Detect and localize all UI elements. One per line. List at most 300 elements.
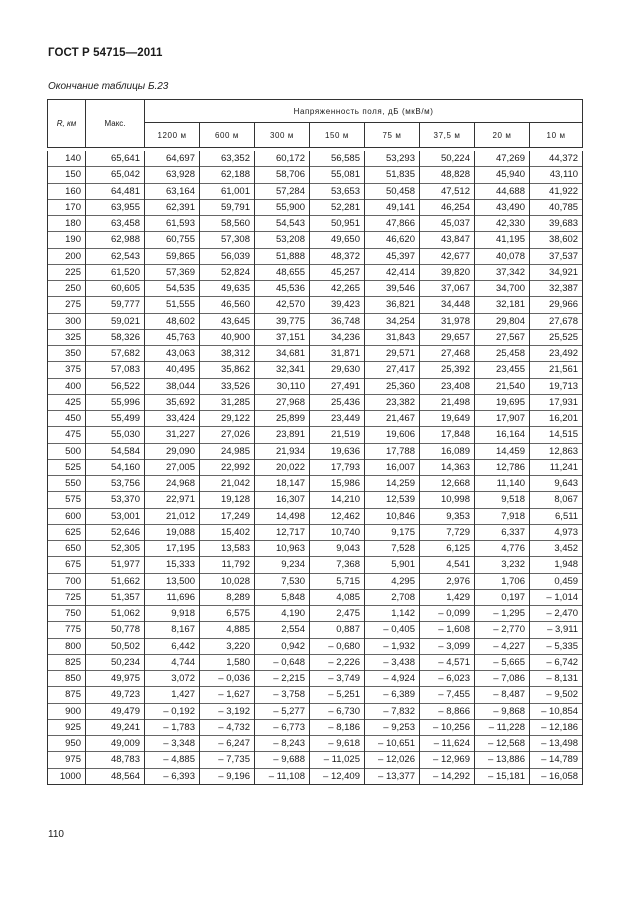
distance-cell: 700 xyxy=(48,573,86,589)
value-cell: 4,973 xyxy=(530,524,583,540)
value-cell: 51,062 xyxy=(86,606,145,622)
table-row xyxy=(48,362,583,378)
value-cell: 55,081 xyxy=(310,167,365,183)
distance-cell: 250 xyxy=(48,281,86,297)
sub-header: 75 м xyxy=(365,123,420,148)
value-cell: 45,763 xyxy=(145,329,200,345)
value-cell: – 4,571 xyxy=(420,654,475,670)
distance-cell: 425 xyxy=(48,394,86,410)
value-cell: 52,281 xyxy=(310,199,365,215)
value-cell: – 11,624 xyxy=(420,736,475,752)
value-cell: 29,657 xyxy=(420,329,475,345)
value-cell: 49,975 xyxy=(86,671,145,687)
table-row xyxy=(48,151,583,167)
value-cell: 21,498 xyxy=(420,394,475,410)
value-cell: 44,688 xyxy=(475,183,530,199)
value-cell: – 3,749 xyxy=(310,671,365,687)
value-cell: 60,605 xyxy=(86,281,145,297)
value-cell: 42,414 xyxy=(365,264,420,280)
value-cell: 27,468 xyxy=(420,346,475,362)
value-cell: – 9,253 xyxy=(365,719,420,735)
table-row xyxy=(48,264,583,280)
value-cell: 29,966 xyxy=(530,297,583,313)
value-cell: 48,828 xyxy=(420,167,475,183)
value-cell: 62,543 xyxy=(86,248,145,264)
value-cell: 46,254 xyxy=(420,199,475,215)
value-cell: – 6,773 xyxy=(255,719,310,735)
value-cell: 23,449 xyxy=(310,411,365,427)
value-cell: – 5,665 xyxy=(475,654,530,670)
value-cell: 14,210 xyxy=(310,492,365,508)
value-cell: 9,234 xyxy=(255,557,310,573)
value-cell: 31,227 xyxy=(145,427,200,443)
value-cell: 3,072 xyxy=(145,671,200,687)
value-cell: 54,543 xyxy=(255,216,310,232)
table-row xyxy=(48,427,583,443)
value-cell: 34,236 xyxy=(310,329,365,345)
page-number: 110 xyxy=(48,829,64,840)
value-cell: 57,308 xyxy=(200,232,255,248)
value-cell: 9,353 xyxy=(420,508,475,524)
table-row xyxy=(48,606,583,622)
value-cell: 15,333 xyxy=(145,557,200,573)
value-cell: 25,392 xyxy=(420,362,475,378)
value-cell: 17,907 xyxy=(475,411,530,427)
value-cell: 59,791 xyxy=(200,199,255,215)
distance-cell: 180 xyxy=(48,216,86,232)
value-cell: – 8,243 xyxy=(255,736,310,752)
value-cell: 16,007 xyxy=(365,459,420,475)
value-cell: 49,009 xyxy=(86,736,145,752)
value-cell: – 0,680 xyxy=(310,638,365,654)
value-cell: 49,479 xyxy=(86,703,145,719)
value-cell: 49,241 xyxy=(86,719,145,735)
sub-header: 10 м xyxy=(530,123,583,148)
value-cell: – 8,866 xyxy=(420,703,475,719)
value-cell: 40,900 xyxy=(200,329,255,345)
value-cell: 34,254 xyxy=(365,313,420,329)
value-cell: 61,520 xyxy=(86,264,145,280)
value-cell: – 0,405 xyxy=(365,622,420,638)
value-cell: 60,755 xyxy=(145,232,200,248)
value-cell: 10,846 xyxy=(365,508,420,524)
value-cell: 1,706 xyxy=(475,573,530,589)
sub-header: 37,5 м xyxy=(420,123,475,148)
value-cell: 63,928 xyxy=(145,167,200,183)
value-cell: – 5,335 xyxy=(530,638,583,654)
distance-cell: 550 xyxy=(48,476,86,492)
value-cell: 57,284 xyxy=(255,183,310,199)
value-cell: 17,848 xyxy=(420,427,475,443)
value-cell: 9,175 xyxy=(365,524,420,540)
value-cell: 6,442 xyxy=(145,638,200,654)
value-cell: 31,978 xyxy=(420,313,475,329)
value-cell: 6,125 xyxy=(420,541,475,557)
value-cell: 14,459 xyxy=(475,443,530,459)
value-cell: 11,696 xyxy=(145,589,200,605)
value-cell: 40,078 xyxy=(475,248,530,264)
value-cell: 42,330 xyxy=(475,216,530,232)
value-cell: 6,575 xyxy=(200,606,255,622)
value-cell: 31,871 xyxy=(310,346,365,362)
value-cell: 12,668 xyxy=(420,476,475,492)
value-cell: – 0,192 xyxy=(145,703,200,719)
value-cell: 27,567 xyxy=(475,329,530,345)
value-cell: 17,788 xyxy=(365,443,420,459)
value-cell: 35,692 xyxy=(145,394,200,410)
table-row xyxy=(48,346,583,362)
value-cell: 23,455 xyxy=(475,362,530,378)
value-cell: 3,220 xyxy=(200,638,255,654)
value-cell: 41,922 xyxy=(530,183,583,199)
value-cell: – 5,277 xyxy=(255,703,310,719)
distance-cell: 190 xyxy=(48,232,86,248)
value-cell: 53,756 xyxy=(86,476,145,492)
value-cell: 42,570 xyxy=(255,297,310,313)
value-cell: 65,042 xyxy=(86,167,145,183)
value-cell: 1,427 xyxy=(145,687,200,703)
table-row xyxy=(48,671,583,687)
value-cell: 53,208 xyxy=(255,232,310,248)
value-cell: – 14,292 xyxy=(420,768,475,784)
distance-cell: 600 xyxy=(48,508,86,524)
value-cell: – 2,226 xyxy=(310,654,365,670)
sub-header: 300 м xyxy=(255,123,310,148)
value-cell: 61,001 xyxy=(200,183,255,199)
value-cell: 15,402 xyxy=(200,524,255,540)
value-cell: 32,181 xyxy=(475,297,530,313)
value-cell: 5,848 xyxy=(255,589,310,605)
value-cell: 31,843 xyxy=(365,329,420,345)
value-cell: 27,678 xyxy=(530,313,583,329)
value-cell: 36,821 xyxy=(365,297,420,313)
value-cell: 51,835 xyxy=(365,167,420,183)
value-cell: – 0,099 xyxy=(420,606,475,622)
value-cell: 14,515 xyxy=(530,427,583,443)
value-cell: 14,498 xyxy=(255,508,310,524)
table-row xyxy=(48,281,583,297)
value-cell: 49,723 xyxy=(86,687,145,703)
value-cell: 20,022 xyxy=(255,459,310,475)
value-cell: – 0,036 xyxy=(200,671,255,687)
value-cell: 58,326 xyxy=(86,329,145,345)
value-cell: – 10,854 xyxy=(530,703,583,719)
value-cell: – 2,470 xyxy=(530,606,583,622)
value-cell: 45,536 xyxy=(255,281,310,297)
value-cell: 21,012 xyxy=(145,508,200,524)
value-cell: 10,963 xyxy=(255,541,310,557)
value-cell: 23,408 xyxy=(420,378,475,394)
distance-cell: 900 xyxy=(48,703,86,719)
distance-cell: 675 xyxy=(48,557,86,573)
value-cell: 24,968 xyxy=(145,476,200,492)
value-cell: 14,259 xyxy=(365,476,420,492)
value-cell: – 16,058 xyxy=(530,768,583,784)
value-cell: 12,863 xyxy=(530,443,583,459)
value-cell: 36,748 xyxy=(310,313,365,329)
value-cell: 11,241 xyxy=(530,459,583,475)
value-cell: – 8,487 xyxy=(475,687,530,703)
value-cell: 40,495 xyxy=(145,362,200,378)
value-cell: 1,580 xyxy=(200,654,255,670)
value-cell: 43,110 xyxy=(530,167,583,183)
value-cell: – 7,735 xyxy=(200,752,255,768)
value-cell: – 4,924 xyxy=(365,671,420,687)
value-cell: 3,452 xyxy=(530,541,583,557)
distance-cell: 140 xyxy=(48,151,86,167)
value-cell: 9,643 xyxy=(530,476,583,492)
value-cell: 31,285 xyxy=(200,394,255,410)
header-max: Макс. xyxy=(86,100,145,148)
value-cell: 64,481 xyxy=(86,183,145,199)
value-cell: 21,042 xyxy=(200,476,255,492)
value-cell: 63,458 xyxy=(86,216,145,232)
value-cell: 0,942 xyxy=(255,638,310,654)
value-cell: 57,083 xyxy=(86,362,145,378)
value-cell: 4,190 xyxy=(255,606,310,622)
value-cell: 29,122 xyxy=(200,411,255,427)
value-cell: – 6,247 xyxy=(200,736,255,752)
value-cell: – 1,295 xyxy=(475,606,530,622)
value-cell: 1,948 xyxy=(530,557,583,573)
value-cell: 51,888 xyxy=(255,248,310,264)
value-cell: 43,847 xyxy=(420,232,475,248)
value-cell: 27,968 xyxy=(255,394,310,410)
distance-cell: 650 xyxy=(48,541,86,557)
table-row xyxy=(48,183,583,199)
table-row xyxy=(48,654,583,670)
value-cell: – 1,932 xyxy=(365,638,420,654)
value-cell: – 3,192 xyxy=(200,703,255,719)
value-cell: 52,646 xyxy=(86,524,145,540)
value-cell: 40,785 xyxy=(530,199,583,215)
value-cell: 62,988 xyxy=(86,232,145,248)
sub-header: 20 м xyxy=(475,123,530,148)
value-cell: – 9,502 xyxy=(530,687,583,703)
value-cell: 48,602 xyxy=(145,313,200,329)
value-cell: 63,352 xyxy=(200,151,255,167)
table-row xyxy=(48,378,583,394)
value-cell: 56,585 xyxy=(310,151,365,167)
value-cell: 10,998 xyxy=(420,492,475,508)
value-cell: 55,900 xyxy=(255,199,310,215)
value-cell: – 12,969 xyxy=(420,752,475,768)
value-cell: 38,044 xyxy=(145,378,200,394)
value-cell: 54,535 xyxy=(145,281,200,297)
distance-cell: 200 xyxy=(48,248,86,264)
value-cell: – 10,256 xyxy=(420,719,475,735)
value-cell: – 12,568 xyxy=(475,736,530,752)
value-cell: – 4,227 xyxy=(475,638,530,654)
value-cell: 1,429 xyxy=(420,589,475,605)
value-cell: 0,887 xyxy=(310,622,365,638)
value-cell: 4,085 xyxy=(310,589,365,605)
table-header xyxy=(48,100,583,152)
distance-cell: 525 xyxy=(48,459,86,475)
distance-cell: 875 xyxy=(48,687,86,703)
value-cell: 39,775 xyxy=(255,313,310,329)
table-row xyxy=(48,459,583,475)
header-r-km: R, км xyxy=(48,100,86,148)
value-cell: 58,706 xyxy=(255,167,310,183)
value-cell: 4,295 xyxy=(365,573,420,589)
table-row xyxy=(48,476,583,492)
table-row xyxy=(48,492,583,508)
value-cell: 44,372 xyxy=(530,151,583,167)
value-cell: 59,777 xyxy=(86,297,145,313)
value-cell: – 14,789 xyxy=(530,752,583,768)
value-cell: 55,996 xyxy=(86,394,145,410)
table-row xyxy=(48,557,583,573)
value-cell: 51,357 xyxy=(86,589,145,605)
table-row xyxy=(48,232,583,248)
table-caption: Окончание таблицы Б.23 xyxy=(48,81,169,92)
value-cell: 46,560 xyxy=(200,297,255,313)
value-cell: 50,951 xyxy=(310,216,365,232)
value-cell: 52,824 xyxy=(200,264,255,280)
value-cell: 39,683 xyxy=(530,216,583,232)
value-cell: 53,293 xyxy=(365,151,420,167)
value-cell: 58,560 xyxy=(200,216,255,232)
value-cell: 51,662 xyxy=(86,573,145,589)
value-cell: 17,249 xyxy=(200,508,255,524)
value-cell: 43,645 xyxy=(200,313,255,329)
value-cell: 14,363 xyxy=(420,459,475,475)
value-cell: 16,201 xyxy=(530,411,583,427)
distance-cell: 350 xyxy=(48,346,86,362)
value-cell: 51,555 xyxy=(145,297,200,313)
value-cell: 2,708 xyxy=(365,589,420,605)
value-cell: 49,635 xyxy=(200,281,255,297)
table-row xyxy=(48,752,583,768)
distance-cell: 170 xyxy=(48,199,86,215)
value-cell: 48,564 xyxy=(86,768,145,784)
value-cell: 46,620 xyxy=(365,232,420,248)
value-cell: 39,423 xyxy=(310,297,365,313)
value-cell: 49,141 xyxy=(365,199,420,215)
table-row xyxy=(48,199,583,215)
table-row xyxy=(48,524,583,540)
value-cell: 57,369 xyxy=(145,264,200,280)
value-cell: 63,164 xyxy=(145,183,200,199)
value-cell: 8,289 xyxy=(200,589,255,605)
value-cell: 65,641 xyxy=(86,151,145,167)
value-cell: 6,337 xyxy=(475,524,530,540)
value-cell: 47,269 xyxy=(475,151,530,167)
distance-cell: 825 xyxy=(48,654,86,670)
value-cell: – 3,348 xyxy=(145,736,200,752)
value-cell: 22,971 xyxy=(145,492,200,508)
value-cell: 48,372 xyxy=(310,248,365,264)
value-cell: 8,167 xyxy=(145,622,200,638)
value-cell: 50,502 xyxy=(86,638,145,654)
value-cell: – 1,783 xyxy=(145,719,200,735)
value-cell: – 8,131 xyxy=(530,671,583,687)
value-cell: 45,257 xyxy=(310,264,365,280)
table-row xyxy=(48,443,583,459)
value-cell: 23,492 xyxy=(530,346,583,362)
value-cell: 5,901 xyxy=(365,557,420,573)
table-row xyxy=(48,248,583,264)
data-table xyxy=(47,99,583,785)
table-row xyxy=(48,622,583,638)
value-cell: 34,448 xyxy=(420,297,475,313)
value-cell: 30,110 xyxy=(255,378,310,394)
value-cell: 19,128 xyxy=(200,492,255,508)
value-cell: – 4,732 xyxy=(200,719,255,735)
header-field-strength: Напряженность поля, дБ (мкВ/м) xyxy=(145,100,583,123)
value-cell: 9,518 xyxy=(475,492,530,508)
distance-cell: 950 xyxy=(48,736,86,752)
distance-cell: 475 xyxy=(48,427,86,443)
value-cell: 10,028 xyxy=(200,573,255,589)
sub-header: 600 м xyxy=(200,123,255,148)
value-cell: – 12,186 xyxy=(530,719,583,735)
value-cell: 7,368 xyxy=(310,557,365,573)
value-cell: – 6,389 xyxy=(365,687,420,703)
value-cell: 16,089 xyxy=(420,443,475,459)
value-cell: 23,891 xyxy=(255,427,310,443)
value-cell: 27,491 xyxy=(310,378,365,394)
distance-cell: 275 xyxy=(48,297,86,313)
table-row xyxy=(48,736,583,752)
value-cell: 19,636 xyxy=(310,443,365,459)
value-cell: – 10,651 xyxy=(365,736,420,752)
value-cell: 11,792 xyxy=(200,557,255,573)
value-cell: 19,606 xyxy=(365,427,420,443)
value-cell: 25,899 xyxy=(255,411,310,427)
value-cell: 64,697 xyxy=(145,151,200,167)
value-cell: 4,885 xyxy=(200,622,255,638)
value-cell: 35,862 xyxy=(200,362,255,378)
value-cell: 42,265 xyxy=(310,281,365,297)
value-cell: 37,342 xyxy=(475,264,530,280)
sub-header: 1200 м xyxy=(145,123,200,148)
value-cell: 2,475 xyxy=(310,606,365,622)
value-cell: 7,528 xyxy=(365,541,420,557)
value-cell: – 6,730 xyxy=(310,703,365,719)
value-cell: 54,584 xyxy=(86,443,145,459)
value-cell: 48,783 xyxy=(86,752,145,768)
table-row xyxy=(48,508,583,524)
value-cell: 45,940 xyxy=(475,167,530,183)
value-cell: 4,776 xyxy=(475,541,530,557)
value-cell: 16,307 xyxy=(255,492,310,508)
distance-cell: 750 xyxy=(48,606,86,622)
value-cell: 1,142 xyxy=(365,606,420,622)
table-body xyxy=(48,151,583,784)
value-cell: 53,653 xyxy=(310,183,365,199)
value-cell: – 9,618 xyxy=(310,736,365,752)
value-cell: 4,541 xyxy=(420,557,475,573)
value-cell: 19,695 xyxy=(475,394,530,410)
value-cell: 41,195 xyxy=(475,232,530,248)
value-cell: – 12,409 xyxy=(310,768,365,784)
distance-cell: 150 xyxy=(48,167,86,183)
value-cell: 3,232 xyxy=(475,557,530,573)
value-cell: 0,459 xyxy=(530,573,583,589)
value-cell: 12,717 xyxy=(255,524,310,540)
table-row xyxy=(48,573,583,589)
value-cell: 21,519 xyxy=(310,427,365,443)
value-cell: – 3,758 xyxy=(255,687,310,703)
distance-cell: 160 xyxy=(48,183,86,199)
value-cell: 47,866 xyxy=(365,216,420,232)
value-cell: – 13,886 xyxy=(475,752,530,768)
value-cell: – 1,608 xyxy=(420,622,475,638)
value-cell: – 1,627 xyxy=(200,687,255,703)
value-cell: 55,030 xyxy=(86,427,145,443)
